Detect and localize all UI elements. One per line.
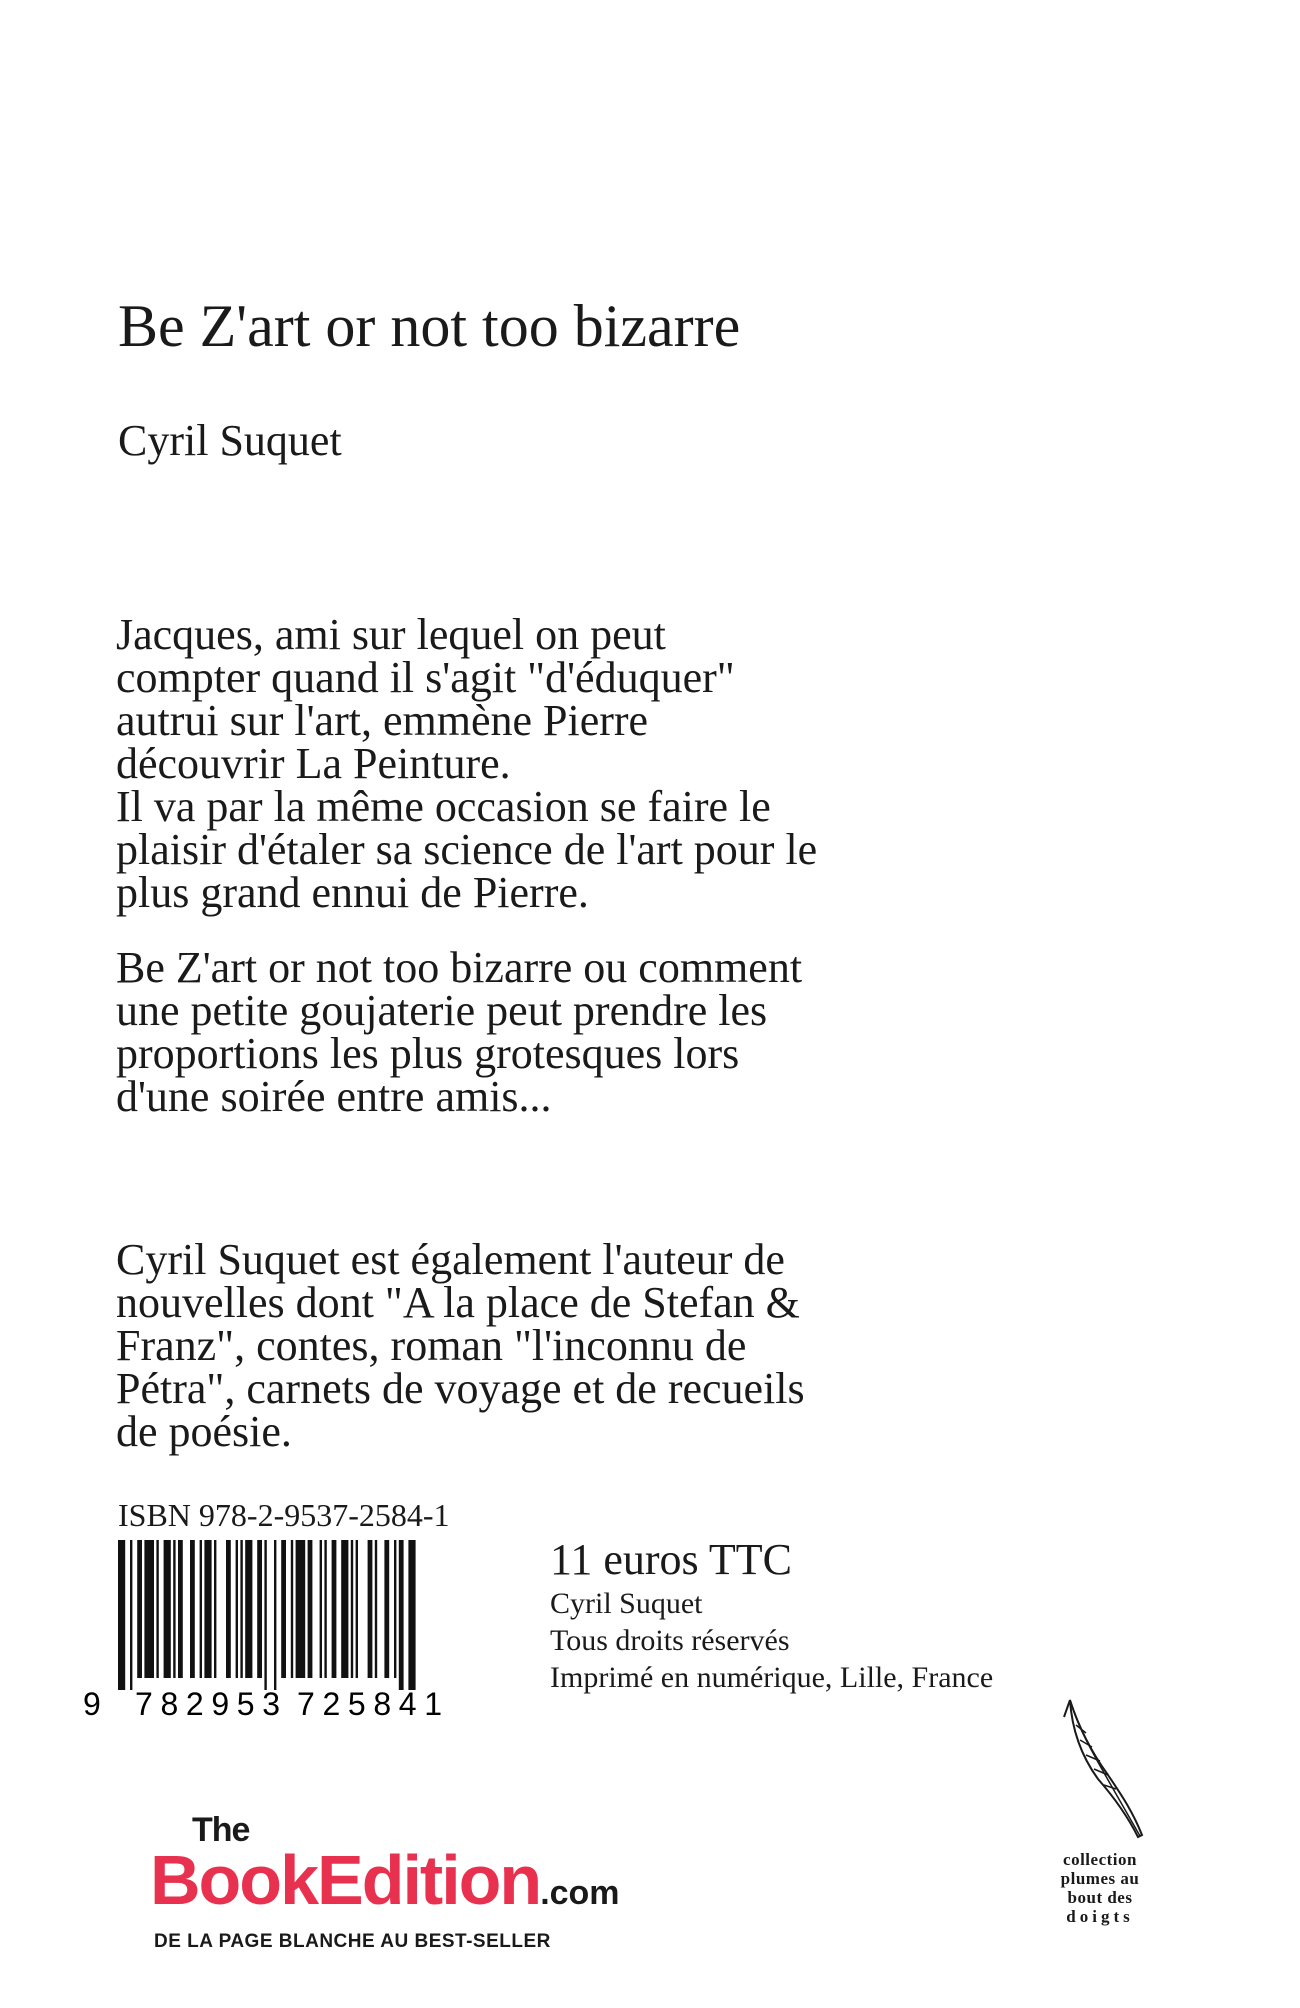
barcode-bar xyxy=(204,1540,211,1678)
barcode-digits xyxy=(75,1683,485,1723)
collection-line: collection xyxy=(1063,1850,1137,1869)
publisher-name-row xyxy=(150,1841,710,1928)
quill-icon xyxy=(1050,1695,1150,1845)
isbn-number: ISBN 978-2-9537-2584-1 xyxy=(118,1497,450,1533)
barcode-bar xyxy=(274,1540,276,1690)
price: 11 euros TTC xyxy=(550,1535,792,1584)
author-bio xyxy=(116,1235,1016,1456)
barcode-bar xyxy=(375,1540,377,1678)
blurb-line: proportions les plus grotesques lors xyxy=(116,1029,740,1078)
collection-line: plumes au xyxy=(1060,1869,1140,1888)
barcode-digits-right: 725841 xyxy=(297,1686,442,1722)
barcode-bar xyxy=(399,1540,404,1690)
price-block xyxy=(550,1535,993,1696)
barcode-bar xyxy=(137,1540,142,1678)
bio-line: nouvelles dont "A la place de Stefan & xyxy=(116,1278,800,1327)
barcode-bar xyxy=(257,1540,262,1678)
blurb-line: d'une soirée entre amis... xyxy=(116,1072,552,1121)
barcode-bar xyxy=(118,1540,125,1690)
blurb-line: Jacques, ami sur lequel on peut xyxy=(116,610,666,659)
barcode-bar xyxy=(130,1540,132,1690)
blurb-line: Il va par la même occasion se faire le xyxy=(116,782,771,831)
barcode-bar xyxy=(164,1540,171,1678)
barcode-bar xyxy=(341,1540,348,1678)
barcode-bar xyxy=(245,1540,252,1678)
barcode-bar xyxy=(368,1540,373,1678)
barcode-bar xyxy=(332,1540,337,1678)
barcode-bar xyxy=(308,1540,313,1678)
blurb-line: compter quand il s'agit "d'éduquer" xyxy=(116,653,735,702)
barcode-bar xyxy=(408,1540,415,1690)
legal-printed: Imprimé en numérique, Lille, France xyxy=(550,1661,994,1694)
legal-author: Cyril Suquet xyxy=(550,1587,703,1620)
book-title: Be Z'art or not too bizarre xyxy=(118,293,741,359)
barcode-bar xyxy=(200,1540,202,1678)
bio-line: Franz", contes, roman "l'inconnu de xyxy=(116,1321,747,1370)
barcode-digits-left: 782953 xyxy=(135,1686,280,1722)
blurb-paragraph-2 xyxy=(116,943,1016,1121)
barcode-bar xyxy=(173,1540,175,1678)
bio-line: Pétra", carnets de voyage et de recueils xyxy=(116,1364,805,1413)
publisher-tagline: DE LA PAGE BLANCHE AU BEST-SELLER xyxy=(154,1931,551,1952)
bio-line: Cyril Suquet est également l'auteur de xyxy=(116,1235,785,1284)
blurb-line: autrui sur l'art, emmène Pierre xyxy=(116,696,649,745)
barcode-bar xyxy=(190,1540,195,1678)
barcode-bar xyxy=(351,1540,353,1678)
barcode-bar xyxy=(356,1540,358,1678)
barcode-bar xyxy=(384,1540,389,1678)
barcode-bar xyxy=(281,1540,286,1678)
barcode-bar xyxy=(178,1540,183,1678)
barcode-bar xyxy=(324,1540,326,1678)
barcode-bar xyxy=(236,1540,238,1678)
barcode-bar xyxy=(214,1540,216,1678)
publisher-logo xyxy=(150,1811,710,1956)
barcode-bar xyxy=(156,1540,158,1678)
barcode-bar xyxy=(144,1540,154,1678)
blurb-line: une petite goujaterie peut prendre les xyxy=(116,986,768,1035)
blurb-line: découvrir La Peinture. xyxy=(116,739,511,788)
bio-line: de poésie. xyxy=(116,1407,292,1456)
collection-line: bout des xyxy=(1067,1888,1133,1907)
collection-logo xyxy=(1030,1695,1170,1926)
barcode-bar xyxy=(296,1540,306,1678)
collection-line: doigts xyxy=(1066,1907,1134,1926)
publisher-suffix: .com xyxy=(540,1874,620,1912)
blurb-line: Be Z'art or not too bizarre ou comment xyxy=(116,943,803,992)
blurb-line: plaisir d'étaler sa science de l'art pour le xyxy=(116,825,818,874)
publisher-name: BookEdition xyxy=(150,1841,541,1919)
barcode-bar xyxy=(240,1540,242,1678)
barcode-bar xyxy=(394,1540,396,1678)
publisher-the: The xyxy=(192,1811,250,1849)
blurb-line: plus grand ennui de Pierre. xyxy=(116,868,589,917)
barcode-bar xyxy=(264,1540,266,1690)
barcode-digit-first: 9 xyxy=(83,1686,101,1722)
book-author: Cyril Suquet xyxy=(118,416,342,465)
barcode xyxy=(116,1540,476,1690)
barcode-bar xyxy=(226,1540,231,1678)
barcode-bar xyxy=(320,1540,322,1678)
legal-rights: Tous droits réservés xyxy=(550,1624,790,1657)
blurb-paragraph-1 xyxy=(116,610,1016,917)
barcode-bar xyxy=(291,1540,293,1678)
